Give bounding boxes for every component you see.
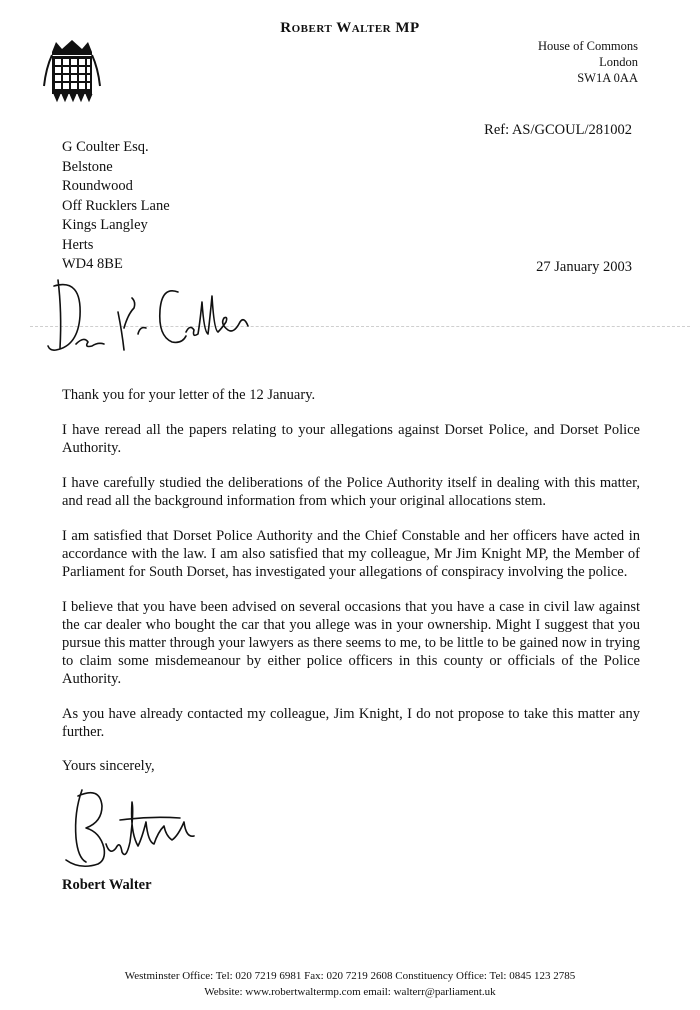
signer-name: Robert Walter [62,877,152,893]
closing: Yours sincerely, [62,758,155,774]
address-line: Belstone [62,158,113,175]
address-line: Kings Langley [62,217,148,233]
address-line: G Coulter Esq. [62,139,149,155]
address-line: Herts [62,236,94,253]
house-line: House of Commons [538,39,638,53]
reference-number: Ref: AS/GCOUL/281002 [484,122,632,138]
footer [0,968,700,1000]
body-paragraph: I have carefully studied the deliberations of the Police Authority itself in dealing with this matter, and read all the background information from which your original allocations stem. [62,475,640,509]
body-paragraph: I believe that you have been advised on several occasions that you have a case in civil law against the car dealer who bought the car that you allege was in your ownership. Might I suggest that you pursue this matter through your lawyers as there seems to me, to be little to be gained now in trying to claim some misdemeanour by either police officers in this county or officials of the Police Authority. [62,599,640,687]
address-line: Roundwood [62,178,133,194]
portcullis-crest-icon [40,38,104,104]
body-paragraph: I have reread all the papers relating to your allegations against Dorset Police, and Dorset Police Authority. [62,422,640,456]
body-paragraph: Thank you for your letter of the 12 January. [62,387,316,403]
letter-date: 27 January 2003 [536,259,632,275]
house-line: SW1A 0AA [577,71,638,85]
house-line: London [599,55,638,69]
recipient-address [62,138,170,275]
address-line: Off Rucklers Lane [62,197,170,214]
house-address [538,38,638,86]
letter-body [62,386,640,758]
footer-web: Website: www.robertwaltermp.com email: walterr@parliament.uk [204,986,496,998]
handwritten-salutation [44,272,254,362]
address-line: WD4 8BE [62,256,123,272]
body-paragraph: As you have already contacted my colleague, Jim Knight, I do not propose to take this matter any further. [62,706,640,740]
letterhead-title: Robert Walter MP [280,20,420,36]
footer-contact: Westminster Office: Tel: 020 7219 6981 Fax: 020 7219 2608 Constituency Office: Tel: 0845 123 2785 [124,970,576,982]
body-paragraph: I am satisfied that Dorset Police Authority and the Chief Constable and her officers have acted in accordance with the law. I am also satisfied that my colleague, Mr Jim Knight MP, the Member of Parliament for South Dorset, has investigated your allegations of conspiracy involving the police. [62,528,640,580]
handwritten-signature [60,782,200,872]
